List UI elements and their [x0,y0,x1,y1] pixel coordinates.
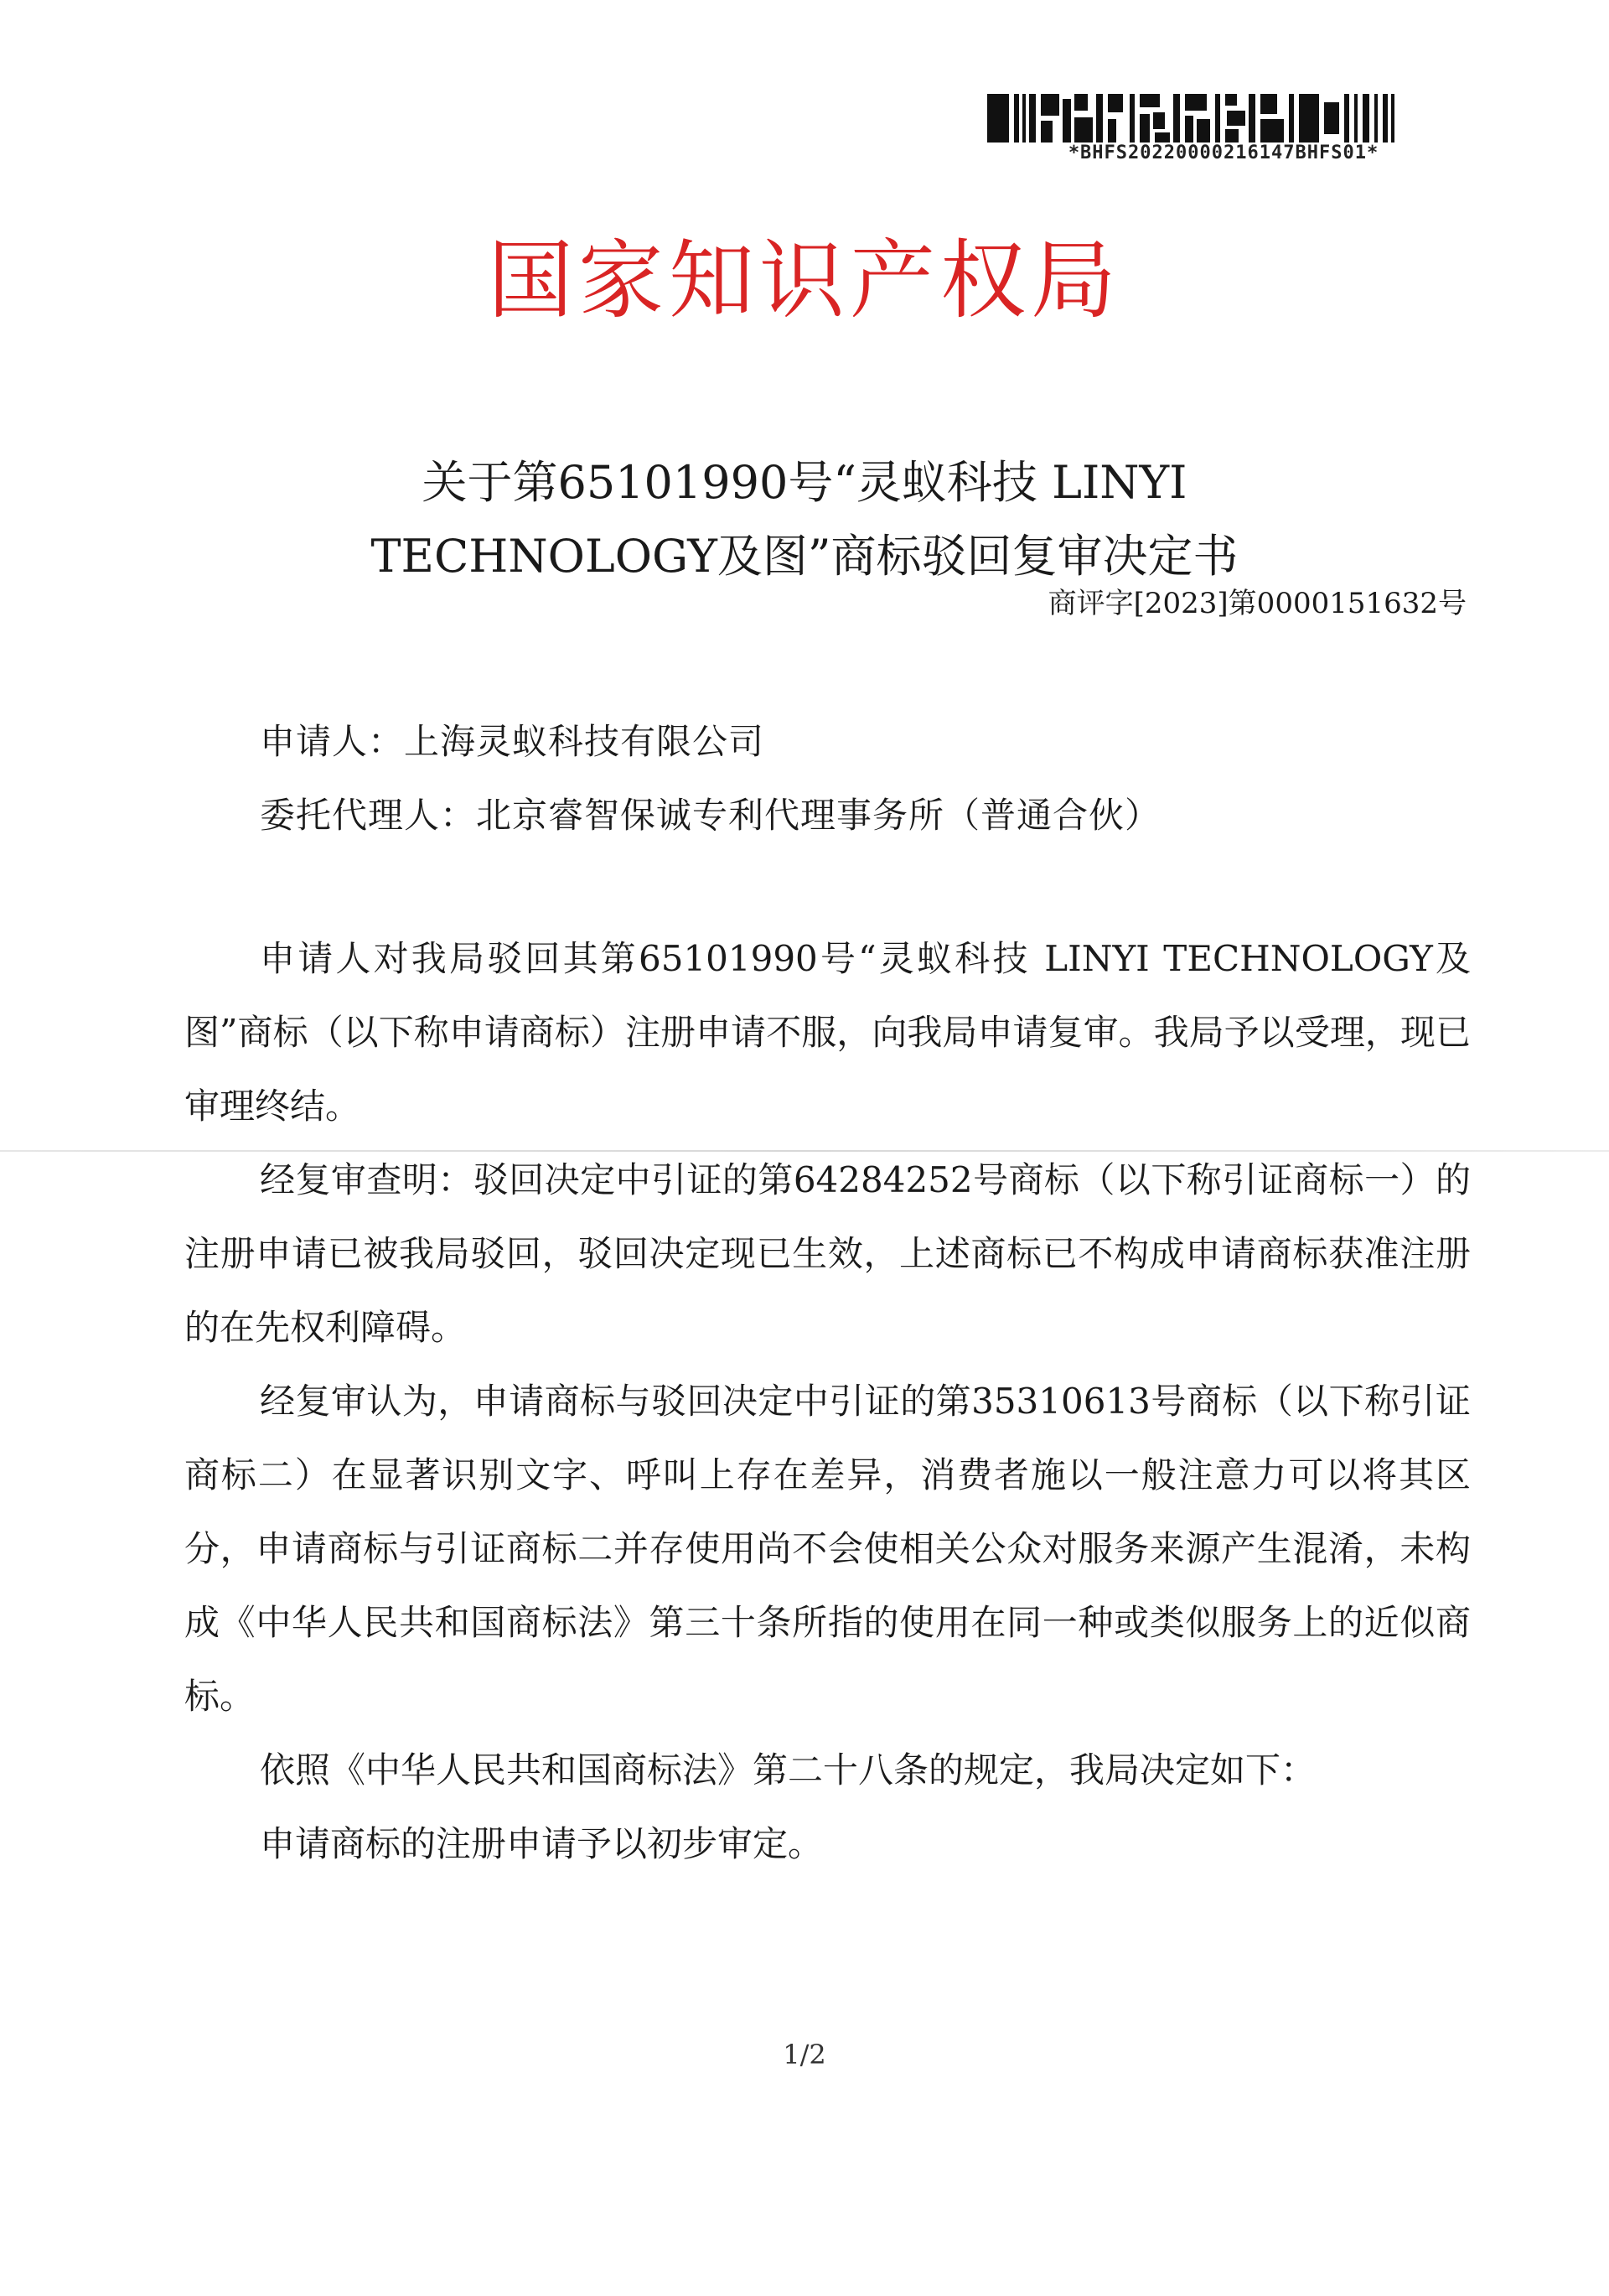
document-title [318,446,1291,593]
paragraph-findings: 经复审查明：驳回决定中引证的第64284252号商标（以下称引证商标一）的注册申请已被我局驳回，驳回决定现已生效，上述商标已不构成申请商标获准注册的在先权利障碍。 [184,1159,1471,1348]
title-line-2: TECHNOLOGY及图”商标驳回复审决定书 [370,530,1239,583]
page-number: 1/2 [783,2039,826,2071]
decision-body [184,922,1471,1881]
barcode-image [987,94,1396,143]
document-number: 商评字[2023]第0000151632号 [1048,587,1467,620]
paragraph-reasoning: 经复审认为，申请商标与驳回决定中引证的第35310613号商标（以下称引证商标二）在显著识别文字、呼叫上存在差异，消费者施以一般注意力可以将其区分，申请商标与引证商标二并存使用尚不会使相关公众对服务来源产生混淆，未构成《中华人民共和国商标法》第三十条所指的使用在同一种或类似服务上的近似商标。 [184,1381,1471,1717]
paragraph-acceptance: 申请人对我局驳回其第65101990号“灵蚁科技 LINYI TECHNOLOGY及图”商标（以下称申请商标）注册申请不服，向我局申请复审。我局予以受理，现已审理终结。 [184,938,1471,1127]
agency-name: 国家知识产权局 [488,231,1121,331]
applicant: 申请人：上海灵蚁科技有限公司 [260,721,765,762]
paragraph-decision: 申请商标的注册申请予以初步审定。 [260,1823,824,1864]
agent: 委托代理人：北京睿智保诚专利代理事务所（普通合伙） [260,795,1161,836]
title-line-1: 关于第65101990号“灵蚁科技 LINYI [422,456,1187,509]
barcode-text: *BHFS20220000216147BHFS01* [1068,143,1379,163]
paragraph-legal-basis: 依照《中华人民共和国商标法》第二十八条的规定，我局决定如下： [260,1749,1317,1791]
